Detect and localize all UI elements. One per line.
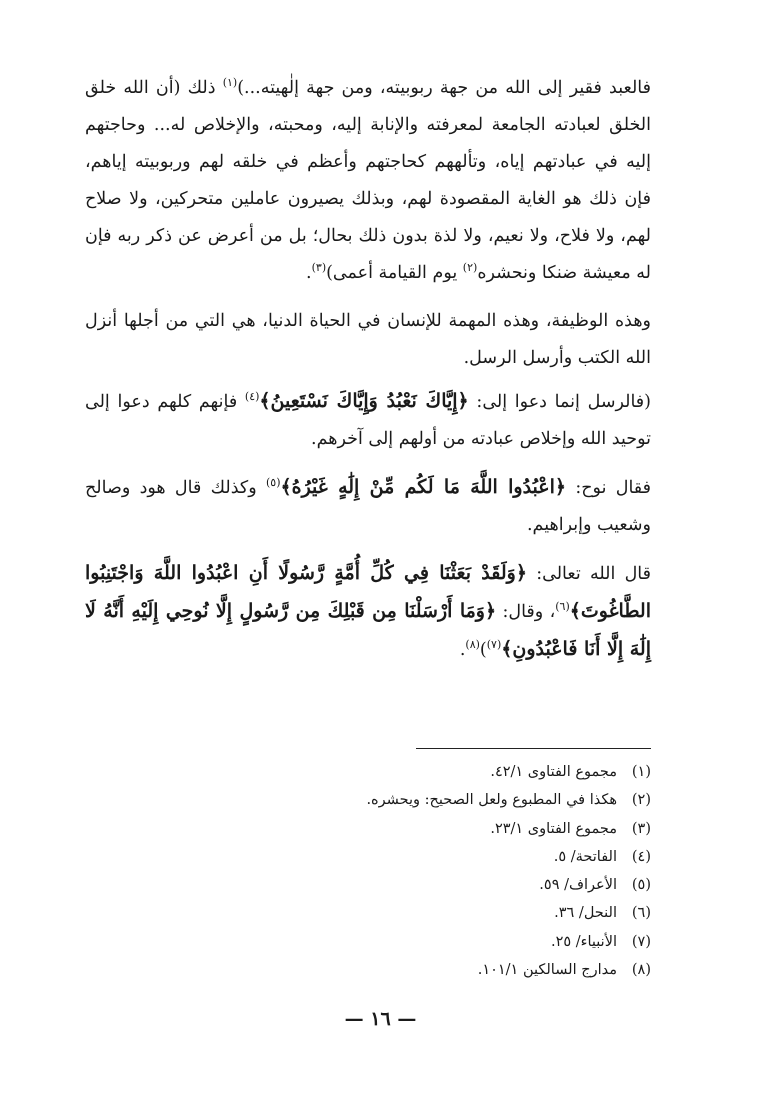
main-text xyxy=(85,70,651,680)
footnote-item xyxy=(85,758,651,786)
footnote-number: (٦) xyxy=(631,905,651,922)
paragraph xyxy=(85,469,651,544)
paragraph xyxy=(85,555,651,669)
footnote-number: (٧) xyxy=(631,933,651,950)
page-number: — ١٦ — xyxy=(344,1008,417,1030)
footnotes xyxy=(85,758,651,984)
paragraph-text: يوم القيامة أعمى) xyxy=(326,263,463,283)
paragraph-text: ذلك (أن الله خلق الخلق لعبادته الجامعة لمعرفته والإنابة إليه، ومحبته، والإخلاص له... وحاجتهم إليه في عبادتهم إياه، وتألههم كحاجتهم وأعظم في خلقه لهم وربوبيته إياهم، فإن ذلك هو الغاية المقصودة لهم، وبذلك يصيرون عاملين متحركين، ولا صلاح لهم، ولا فلاح، ولا نعيم، ولا لذة بدون ذلك بحال؛ بل من أعرض عن ذكر ربه فإن له معيشة ضنكا ونحشره xyxy=(85,78,651,283)
paragraph-text: (فالرسل إنما دعوا إلى: xyxy=(468,392,651,412)
footnote-reference: (٤) xyxy=(244,390,260,404)
footnote-number: (٣) xyxy=(631,820,651,837)
footnote-reference: (٥) xyxy=(265,476,281,490)
paragraph-text: ، وقال: xyxy=(496,602,556,622)
footnote-number: (٢) xyxy=(631,792,651,809)
footnote-text: الأعراف/ ٥٩. xyxy=(539,877,617,894)
footnote-text: الأنبياء/ ٢٥. xyxy=(550,933,617,950)
footnote-number: (١) xyxy=(631,764,651,780)
footnote-number: (٥) xyxy=(631,877,651,894)
footnote-item xyxy=(85,786,651,814)
quran-verse: ﴿وَلَقَدْ بَعَثْنَا فِي كُلِّ أُمَّةٍ رَّسُولًا أَنِ اعْبُدُوا اللَّهَ وَاجْتَنِبُوا الطَّاغُوتَ﴾ xyxy=(85,562,651,622)
footnote-text: مجموع الفتاوى ٢٣/١. xyxy=(490,820,617,837)
footnote-reference: (١) xyxy=(222,76,238,90)
paragraph-text: فإنهم كلهم دعوا إلى توحيد الله وإخلاص عبادته من أولهم إلى آخرهم. xyxy=(85,392,651,449)
footnote-text: النحل/ ٣٦. xyxy=(554,905,617,922)
paragraph-text: . xyxy=(459,640,466,660)
paragraph xyxy=(85,383,651,458)
footnote-reference: (٢) xyxy=(462,261,478,275)
paragraph-text: قال الله تعالى: xyxy=(526,564,651,584)
footnote-reference: (٧) xyxy=(486,638,502,652)
footnote-text: مدارج السالكين ١٠١/١. xyxy=(477,962,617,979)
paragraph xyxy=(85,70,651,292)
footnote-item xyxy=(85,871,651,899)
paragraph-text: وكذلك قال هود وصالح وشعيب وإبراهيم. xyxy=(85,478,651,535)
footnote-number: (٤) xyxy=(631,848,651,865)
footnote-text: الفاتحة/ ٥. xyxy=(553,848,617,865)
footnote-reference: (٣) xyxy=(311,261,327,275)
footnote-text: مجموع الفتاوى ٤٢/١. xyxy=(490,764,617,780)
quran-verse: ﴿وَمَا أَرْسَلْنَا مِن قَبْلِكَ مِن رَّسُولٍ إِلَّا نُوحِي إِلَيْهِ أَنَّهُ لَا إِلَٰهَ إِلَّا أَنَا فَاعْبُدُونِ﴾ xyxy=(85,600,651,660)
footnote-reference: (٨) xyxy=(465,638,480,652)
footnote-item xyxy=(85,899,651,927)
paragraph-text: وهذه الوظيفة، وهذه المهمة للإنسان في الحياة الدنيا، هي التي من أجلها أنزل الله الكتب وأرسل الرسل. xyxy=(85,311,651,368)
footnote-reference: (٦) xyxy=(555,600,570,614)
footnote-item xyxy=(85,815,651,843)
paragraph-text: فالعبد فقير إلى الله من جهة ربوبيته، ومن جهة إلٰهيته...) xyxy=(237,78,651,98)
quran-verse: ﴿اعْبُدُوا اللَّهَ مَا لَكُم مِّنْ إِلَٰهٍ غَيْرُهُ﴾ xyxy=(280,476,567,498)
footnote-item xyxy=(85,843,651,871)
paragraph-text: . xyxy=(306,263,312,283)
quran-verse: ﴿إِيَّاكَ نَعْبُدُ وَإِيَّاكَ نَسْتَعِينُ﴾ xyxy=(259,390,469,412)
footnote-number: (٨) xyxy=(631,962,651,979)
footnote-item xyxy=(85,956,651,984)
paragraph xyxy=(85,303,651,377)
footnote-text: هكذا في المطبوع ولعل الصحيح: ويحشره. xyxy=(366,792,617,809)
footnote-divider xyxy=(416,748,651,749)
footnote-item xyxy=(85,928,651,956)
paragraph-text: ) xyxy=(479,640,487,660)
paragraph-text: فقال نوح: xyxy=(566,478,652,498)
